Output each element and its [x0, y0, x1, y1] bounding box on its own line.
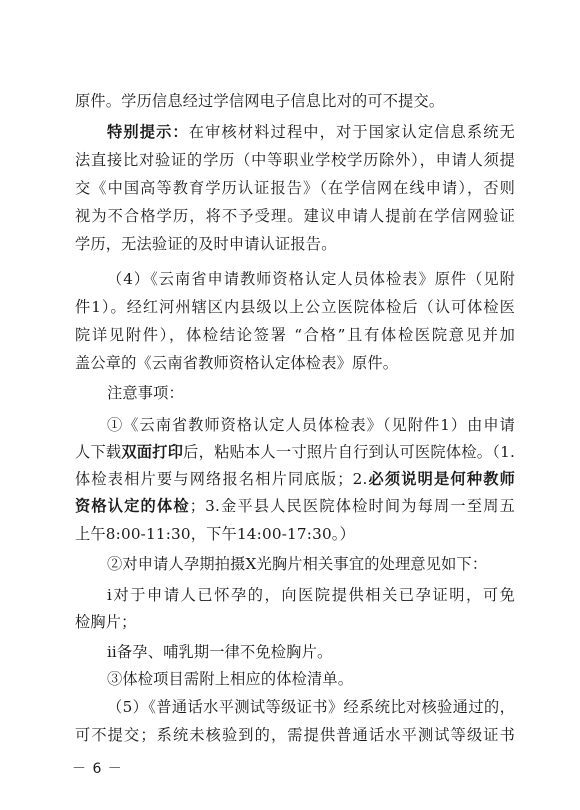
- paragraph-line: [75, 496, 515, 516]
- text-segment: ；3.金平县人民医院体检时间为每周一至周五: [189, 497, 515, 515]
- text-segment: 后，粘贴本人一寸照片自行到认可医院体检。（1.: [183, 443, 515, 461]
- paragraph-line: 学历，无法验证的及时申请认证报告。: [75, 235, 337, 253]
- paragraph-line: 视为不合格学历，将不予受理。建议申请人提前在学信网验证: [75, 207, 515, 225]
- emphasis-must-state: 必须说明是何种教师: [367, 470, 515, 488]
- paragraph-line: ③体检项目需附上相应的体检清单。: [107, 670, 354, 688]
- paragraph-line: [75, 442, 515, 462]
- paragraph-line: ⅰ对于申请人已怀孕的，向医院提供相关已孕证明，可免: [107, 586, 515, 604]
- text-segment: 体检表相片要与网络报名相片同底版；2.: [75, 470, 368, 488]
- notice-heading: 注意事项：: [107, 384, 184, 402]
- page-number: － 6 －: [72, 761, 123, 777]
- paragraph-line: ⅱ备孕、哺乳期一律不免检胸片。: [107, 643, 333, 661]
- text-segment: 人下载: [75, 443, 122, 461]
- paragraph-line: 可不提交；系统未核验到的，需提供普通话水平测试等级证书: [75, 726, 515, 744]
- paragraph-line: 件1）。经红河州辖区内县级以上公立医院体检后（认可体检医: [75, 298, 515, 316]
- paragraph-line: 交《中国高等教育学历认证报告》（在学信网在线申请），否则: [75, 179, 515, 197]
- special-note-text: 在审核材料过程中，对于国家认定信息系统无: [188, 123, 516, 141]
- paragraph-line: [75, 469, 515, 489]
- paragraph-line: 检胸片；: [75, 613, 137, 631]
- paragraph-line: （4）《云南省申请教师资格认定人员体检表》原件（见附: [107, 270, 515, 288]
- paragraph-line: 院详见附件），体检结论签署 “合格”且有体检医院意见并加: [75, 326, 515, 344]
- emphasis-double-sided: 双面打印: [121, 443, 184, 461]
- paragraph-line: （5）《普通话水平测试等级证书》经系统比对核验通过的，: [107, 698, 515, 716]
- paragraph-line: 上午8:00-11:30，下午14:00-17:30。）: [75, 525, 355, 543]
- paragraph-line: ①《云南省教师资格认定人员体检表》（见附件1）由申请: [107, 416, 515, 434]
- special-note-line: [107, 122, 515, 142]
- paragraph-line: ②对申请人孕期拍摄X光胸片相关事宜的处理意见如下：: [107, 555, 488, 573]
- paragraph-line: 盖公章的《云南省教师资格认定体检表》原件。: [75, 354, 399, 372]
- paragraph-line: 原件。学历信息经过学信网电子信息比对的可不提交。: [75, 92, 445, 110]
- emphasis-cert-check: 资格认定的体检: [75, 497, 190, 515]
- paragraph-line: 法直接比对验证的学历（中等职业学校学历除外），申请人须提: [75, 151, 515, 169]
- special-note-label: 特别提示：: [107, 123, 189, 141]
